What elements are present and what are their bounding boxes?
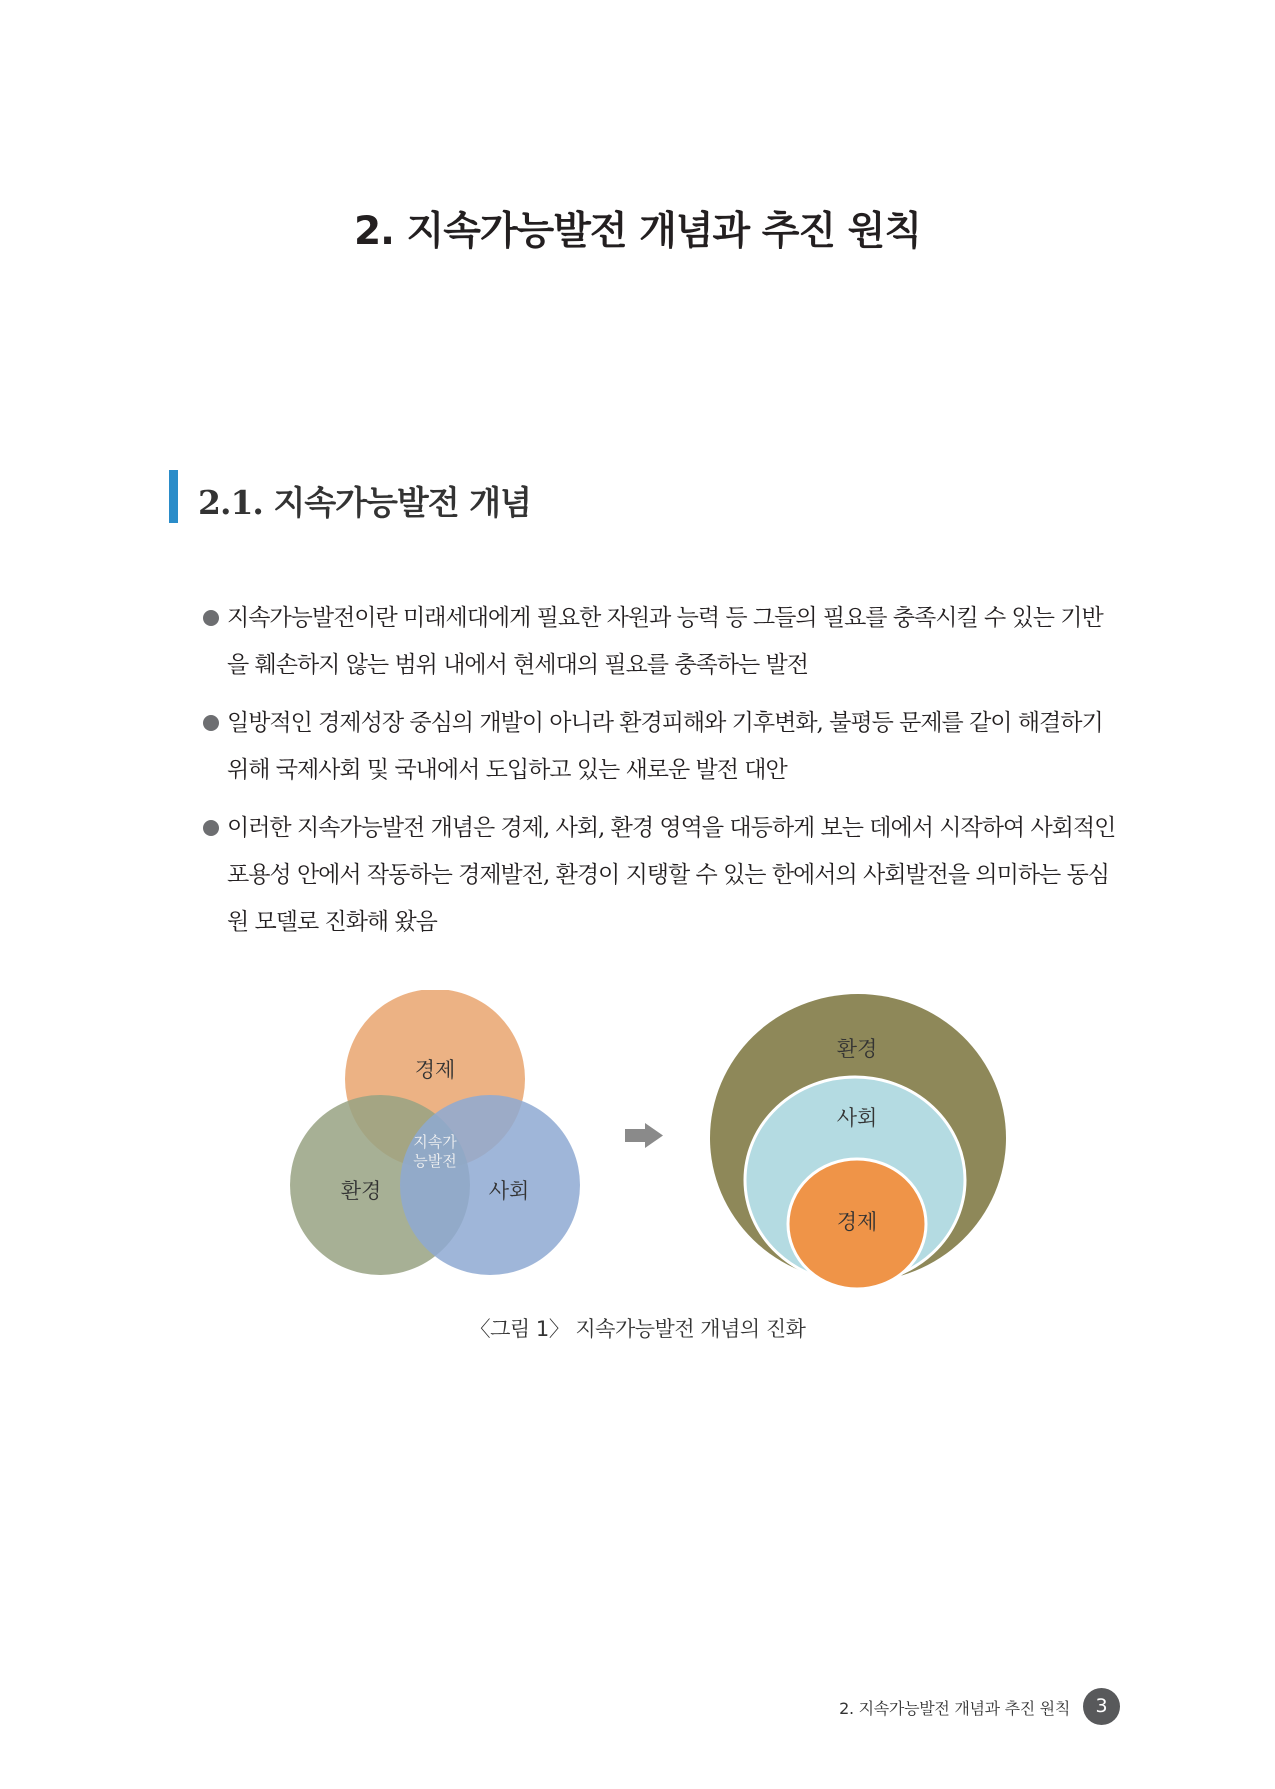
section-title: 2.1. 지속가능발전 개념 xyxy=(198,483,531,522)
list-item xyxy=(203,805,1123,946)
bullet-text: 이러한 지속가능발전 개념은 경제, 사회, 환경 영역을 대등하게 보는 데에서 시작하여 사회적인 포용성 안에서 작동하는 경제발전, 환경이 지탱할 수 있는 한에서의 사회발전을 의미하는 동심원 모델로 진화해 왔음 xyxy=(227,815,1116,935)
list-item xyxy=(203,595,1123,689)
venn-society-label: 사회 xyxy=(488,1179,530,1203)
figure-svg xyxy=(0,990,1275,1320)
concentric-society-label: 사회 xyxy=(836,1106,878,1130)
chapter-title: 2. 지속가능발전 개념과 추진 원칙 xyxy=(353,209,922,254)
figure-caption: 〈그림 1〉 지속가능발전 개념의 진화 xyxy=(469,1317,806,1341)
right-arrow-icon xyxy=(625,1123,663,1148)
venn-environment-label: 환경 xyxy=(340,1179,382,1203)
venn-center-label-line1: 지속가 xyxy=(413,1133,457,1151)
list-item xyxy=(203,700,1123,794)
bullet-text: 일방적인 경제성장 중심의 개발이 아니라 환경피해와 기후변화, 불평등 문제를 같이 해결하기 위해 국제사회 및 국내에서 도입하고 있는 새로운 발전 대안 xyxy=(227,710,1103,783)
bullet-icon xyxy=(203,715,219,731)
figure-evolution-diagram xyxy=(0,990,1275,1320)
bullet-icon xyxy=(203,820,219,836)
bullet-text: 지속가능발전이란 미래세대에게 필요한 자원과 능력 등 그들의 필요를 충족시킬 수 있는 기반을 훼손하지 않는 범위 내에서 현세대의 필요를 충족하는 발전 xyxy=(227,605,1103,678)
concentric-diagram xyxy=(710,994,1006,1289)
bullet-icon xyxy=(203,610,219,626)
venn-diagram xyxy=(290,990,580,1275)
footer-running-title: 2. 지속가능발전 개념과 추진 원칙 xyxy=(839,1699,1070,1718)
venn-economy-label: 경제 xyxy=(414,1058,456,1082)
venn-center-label-line2: 능발전 xyxy=(413,1152,457,1170)
bullet-list xyxy=(203,595,1123,957)
concentric-economy-label: 경제 xyxy=(836,1210,878,1234)
page-number-badge: 3 xyxy=(1083,1688,1120,1725)
concentric-environment-label: 환경 xyxy=(836,1037,878,1061)
section-marker-bar xyxy=(169,470,178,523)
